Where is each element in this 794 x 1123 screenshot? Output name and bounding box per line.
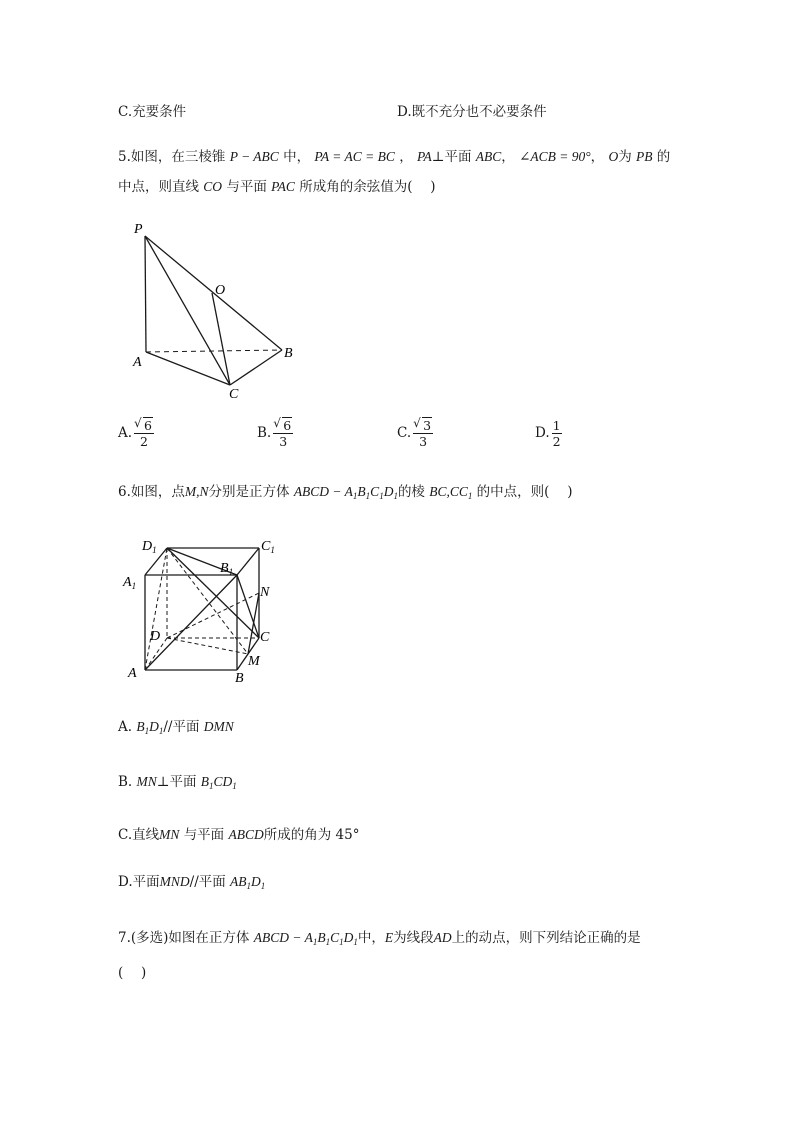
- q5-text: 中，: [283, 149, 311, 165]
- label-b: B: [235, 671, 244, 686]
- edge-pa: [145, 236, 146, 352]
- q5-text: ，: [501, 149, 515, 165]
- q6-cube-figure: [120, 530, 290, 690]
- q5-text: 与平面: [226, 179, 267, 195]
- fraction: [134, 418, 154, 449]
- label-a: A: [133, 355, 142, 370]
- sqrt-icon: [135, 418, 153, 433]
- q5-pa: PA: [417, 149, 432, 164]
- q6-option-b: B. MN⊥平面 $B_1CD_1$: [118, 774, 237, 791]
- q5-abc: ABC: [475, 149, 502, 164]
- fraction: [413, 418, 433, 449]
- q5-text: 中点，则直线: [118, 179, 199, 195]
- q6-option-c: C.直线MN 与平面 ABCD所成的角为 45°: [118, 827, 360, 843]
- label-a: A: [128, 666, 137, 681]
- option-label: C.: [397, 425, 412, 441]
- q5-stem-line2: [118, 178, 436, 196]
- numerator: 6: [283, 418, 292, 433]
- denominator: 2: [140, 434, 148, 449]
- q5-option-d: [535, 418, 562, 449]
- q5-text: 所成角的余弦值为( ): [299, 179, 436, 195]
- q5-text: 5.如图，在三棱锥: [118, 149, 226, 165]
- q6-text: 的中点，则( ): [476, 484, 573, 500]
- fraction: [552, 418, 562, 449]
- q5-text: ，: [590, 149, 605, 165]
- label-d1: $D_1$: [142, 539, 157, 555]
- q5-text: 为: [618, 149, 632, 165]
- q5-option-b: [257, 418, 293, 449]
- q5-option-c: [397, 418, 433, 449]
- q5-equation: PA = AC = BC: [314, 149, 395, 164]
- sqrt-icon: [274, 418, 292, 433]
- q7-stem-line2: ( ): [118, 965, 147, 981]
- fraction: [273, 418, 293, 449]
- label-b: B: [284, 346, 293, 361]
- edge-oc: [212, 293, 230, 385]
- q6-stem: [118, 483, 573, 505]
- q4-option-d: D.既不充分也不必要条件: [397, 104, 547, 120]
- q6-mn: M,N: [184, 484, 209, 499]
- label-o: O: [215, 283, 226, 298]
- edge-pb: [145, 236, 282, 350]
- numerator: 3: [423, 418, 432, 433]
- label-p: P: [134, 222, 143, 237]
- edge-ab-hidden: [146, 350, 282, 352]
- label-c: C: [229, 387, 239, 402]
- q5-o: O: [608, 149, 619, 164]
- option-label: A.: [118, 425, 133, 441]
- q6-text: 的棱: [397, 484, 425, 500]
- q5-text: ⊥平面: [431, 149, 472, 165]
- q5-pyramid-figure: [120, 210, 310, 410]
- q6-cube: ABCD − $A_1B_1C_1D_1$: [293, 484, 398, 501]
- q6-text: 6.如图，点: [118, 484, 185, 500]
- label-a1: $A_1$: [123, 575, 137, 591]
- q5-pac: PAC: [271, 179, 295, 194]
- numerator: 1: [552, 418, 561, 433]
- q5-pb: PB: [635, 149, 653, 164]
- q5-pyramid: P − ABC: [229, 149, 279, 164]
- label-d: D: [150, 629, 161, 644]
- label-n: N: [260, 585, 270, 600]
- q6-option-a: A. $B_1D_1//$平面 DMN: [118, 719, 234, 736]
- label-m: M: [248, 654, 260, 669]
- numerator: 6: [144, 418, 152, 433]
- label-b1: $B_1$: [220, 561, 234, 577]
- label-c: C: [260, 630, 270, 645]
- q6-text: 分别是正方体: [208, 484, 290, 500]
- edge-pc: [145, 236, 230, 385]
- edge-bc: [230, 350, 282, 385]
- option-label: B.: [257, 425, 272, 441]
- label-c1: $C_1$: [261, 539, 275, 555]
- q6-edges: $BC,CC_1$: [429, 484, 473, 501]
- sqrt-icon: [414, 418, 432, 433]
- q7-stem-line1: 7.(多选)如图在正方体 ABCD − $A_1B_1C_1D_1$中，E为线段AD上的动点，则下列结论正确的是: [118, 930, 641, 947]
- q5-text: 的: [656, 149, 671, 165]
- q5-option-a: [118, 418, 154, 449]
- option-label: D.: [535, 425, 550, 441]
- denominator: 3: [279, 434, 288, 449]
- denominator: 3: [419, 434, 428, 449]
- q5-stem-line1: [118, 148, 670, 166]
- q4-option-c: C.充要条件: [118, 104, 187, 120]
- q6-option-d: D.平面MND//平面 $AB_1D_1$: [118, 874, 266, 891]
- denominator: 2: [552, 434, 561, 449]
- q5-angle: ∠ACB = 90°: [519, 149, 591, 164]
- q5-text: ，: [399, 149, 413, 165]
- edge-ac: [146, 352, 230, 385]
- q5-co: CO: [203, 179, 223, 194]
